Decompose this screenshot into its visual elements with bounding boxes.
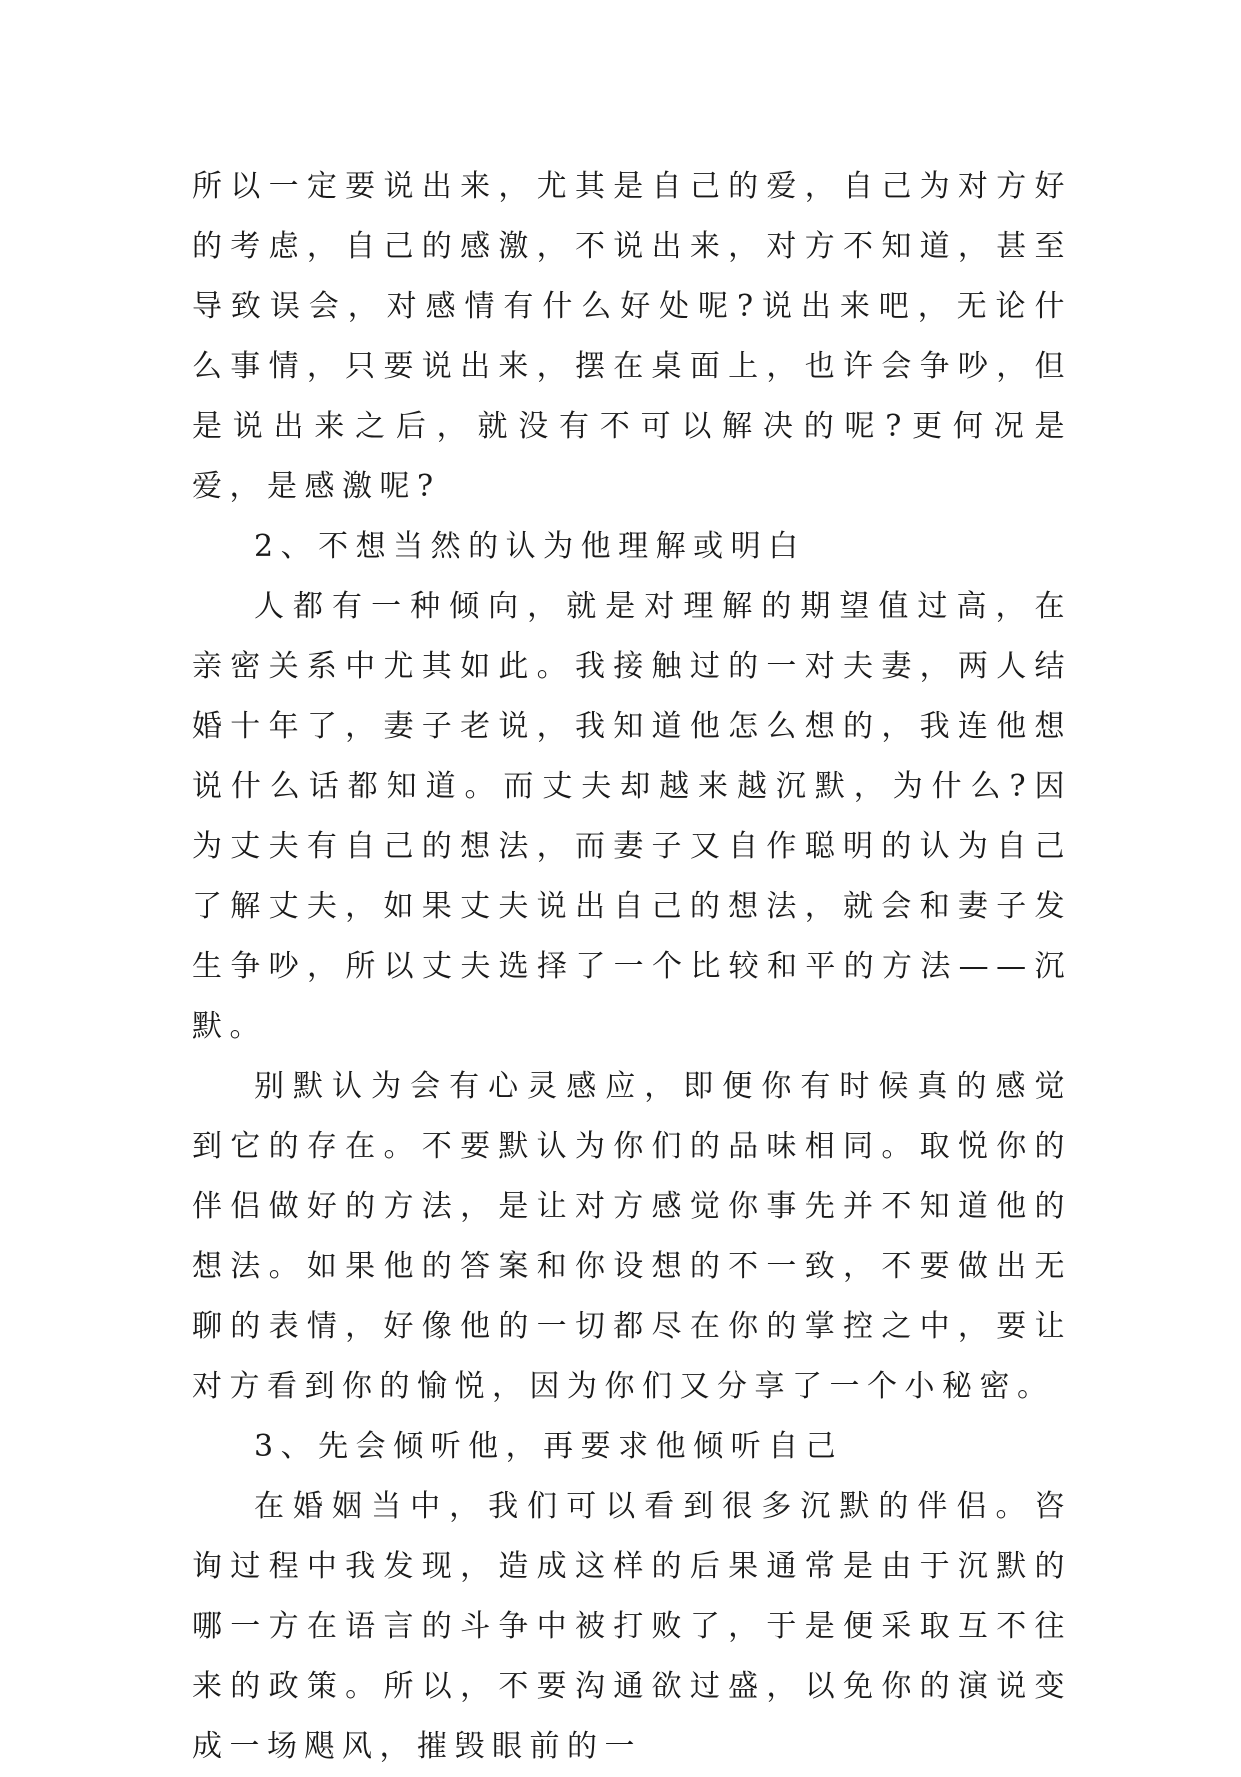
paragraph-continuation: 所以一定要说出来，尤其是自己的爱，自己为对方好的考虑，自己的感激，不说出来，对方不知道，甚至导致误会，对感情有什么好处呢?说出来吧，无论什么事情，只要说出来，摆在桌面上，也许会争吵，但是说出来之后，就没有不可以解决的呢?更何况是爱，是感激呢? bbox=[192, 169, 1072, 504]
section-heading-3: 3、先会倾听他，再要求他倾听自己 bbox=[254, 1429, 844, 1464]
section-heading-2: 2、不想当然的认为他理解或明白 bbox=[254, 529, 806, 564]
paragraph-telepathy: 别默认为会有心灵感应，即便你有时候真的感觉到它的存在。不要默认为你们的品味相同。取悦你的伴侣做好的方法，是让对方感觉你事先并不知道他的想法。如果他的答案和你设想的不一致，不要做出无聊的表情，好像他的一切都尽在你的掌控之中，要让对方看到你的愉悦，因为你们又分享了一个小秘密。 bbox=[192, 1069, 1072, 1404]
paragraph-expectation: 人都有一种倾向，就是对理解的期望值过高，在亲密关系中尤其如此。我接触过的一对夫妻，两人结婚十年了，妻子老说，我知道他怎么想的，我连他想说什么话都知道。而丈夫却越来越沉默，为什么?因为丈夫有自己的想法，而妻子又自作聪明的认为自己了解丈夫，如果丈夫说出自己的想法，就会和妻子发生争吵，所以丈夫选择了一个比较和平的方法——沉默。 bbox=[192, 589, 1072, 1044]
paragraph-silent-partners: 在婚姻当中，我们可以看到很多沉默的伴侣。咨询过程中我发现，造成这样的后果通常是由于沉默的哪一方在语言的斗争中被打败了，于是便采取互不往来的政策。所以，不要沟通欲过盛，以免你的演说变成一场飓风，摧毁眼前的一 bbox=[192, 1489, 1072, 1764]
document-body bbox=[192, 157, 1072, 1777]
